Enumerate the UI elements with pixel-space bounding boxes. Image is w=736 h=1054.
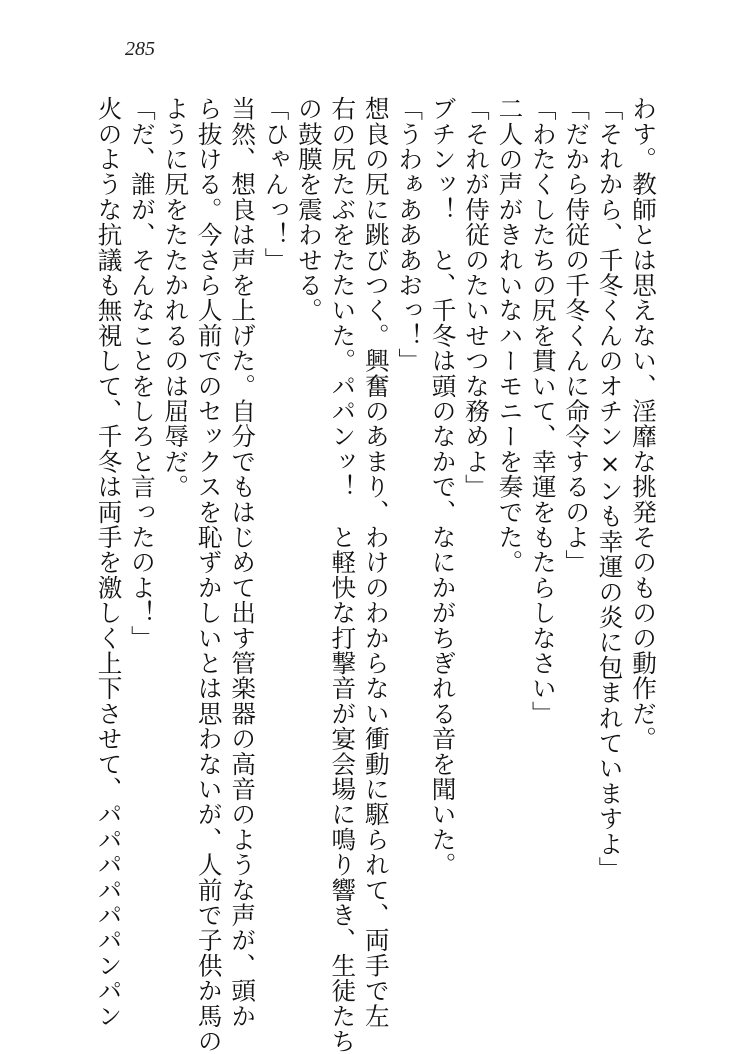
text-line: 想良の尻に跳びつく。興奮のあまり、わけのわからない衝動に駆られて、両手で左: [361, 96, 391, 1029]
text-line: 「それから、千冬くんのオチン×ンも幸運の炎に包まれていますよ」: [595, 96, 625, 882]
text-line: 二人の声がきれいなハーモニーを奏でた。: [495, 96, 525, 575]
text-line: ら抜ける。今さら人前でのセックスを恥ずかしいとは思わないが、人前で子供か馬の: [194, 96, 224, 1054]
text-line: 右の尻たぶをたたいた。パパンッ！ と軽快な打撃音が宴会場に鳴り響き、生徒たち: [328, 96, 358, 1054]
vertical-text-body: [92, 96, 660, 1054]
text-line: 当然、想良は声を上げた。自分でもはじめて出す管楽器の高音のような声が、頭か: [228, 96, 258, 1029]
text-line: 火のような抗議も無視して、千冬は両手を激しく上下させて、パパパパパパンパン: [94, 96, 124, 1029]
text-line: 「だから侍従の千冬くんに命令するのよ」: [562, 96, 592, 575]
text-line: 「うわぁあああおっ！」: [395, 96, 425, 374]
text-line: 「わたくしたちの尻を貫いて、幸運をもたらしなさい」: [528, 96, 558, 726]
text-line: の鼓膜を震わせる。: [294, 96, 324, 323]
text-line: ように尻をたたかれるのは屈辱だ。: [161, 96, 191, 500]
text-line: ブチンッ！ と、千冬は頭のなかで、なにかがちぎれる音を聞いた。: [428, 96, 458, 878]
text-line: 「ひゃんっ！」: [261, 96, 291, 273]
page-number: 285: [125, 38, 155, 60]
text-line: 「それが侍従のたいせつな務めよ」: [461, 96, 491, 500]
text-line: わす。教師とは思えない、淫靡な挑発そのものの動作だ。: [629, 96, 658, 752]
text-line: 「だ、誰が、そんなことをしろと言ったのよ！」: [127, 96, 157, 651]
